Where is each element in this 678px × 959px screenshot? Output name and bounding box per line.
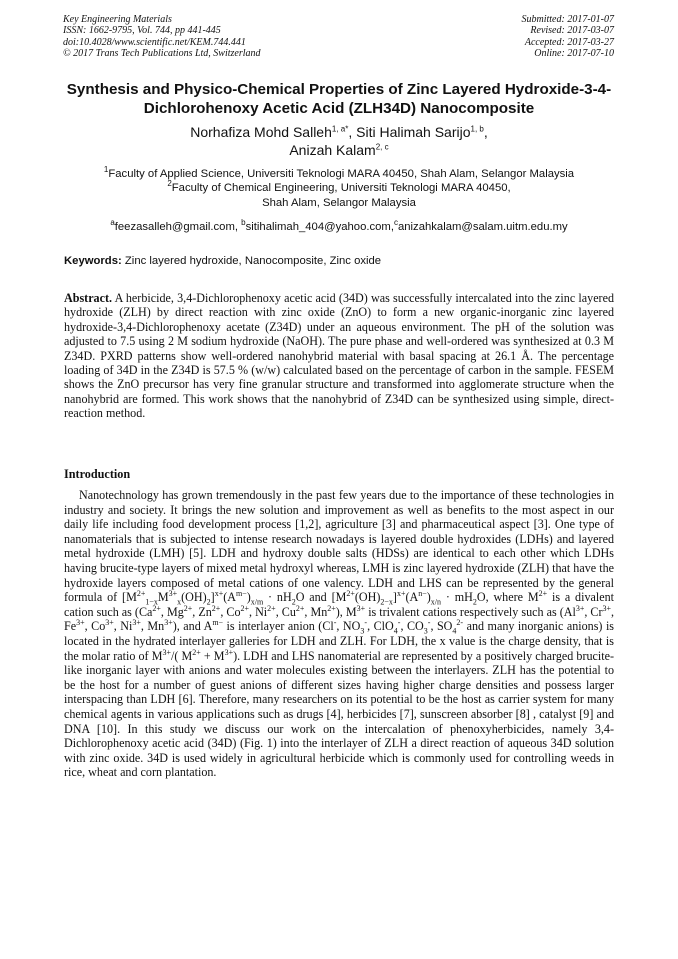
- intro-text: is a divalent cation such as: [64, 590, 615, 619]
- keywords-text: Zinc layered hydroxide, Nanocomposite, Zinc oxide: [124, 255, 382, 267]
- date-revised: Revised: 2017-03-07: [530, 25, 614, 37]
- journal-copyright: © 2017 Trans Tech Publications Ltd, Switzerland: [63, 48, 261, 60]
- email-mark: c: [393, 218, 398, 228]
- date-submitted: Submitted: 2017-01-07: [521, 14, 614, 25]
- journal-info: [63, 14, 261, 60]
- abstract: [64, 291, 614, 421]
- author-name: Norhafiza Mohd Salleh: [190, 124, 332, 140]
- date-accepted: Accepted: 2017-03-27: [524, 36, 614, 48]
- intro-text: and many inorganic anions) is located in the hydrated interlayer galleries for LDH and ZLH. For LDH, the x value is the charge density, that is the molar ratio of: [64, 619, 615, 663]
- intro-text: Nanotechnology has grown tremendously in the past few years due to the importance of these technologies in industry and society. It brings the new solution and improvement as well as benefits to the most aspect in our daily life including food development process [1,2], agriculture [3] and pharmaceutical aspect [3]. One type of nanomaterials that is subjected to intense research nowadays is layered double hydroxides (LDHs) and layered metal hydroxide (LMH) [5]. LDH and hydroxy double salts (HDSs) are identical to each other which LDHs having brucite-type layers of mixed metal hydroxyl whereas, LMH is zinc layered hydroxide (ZLH) that have the hydroxide layers composed of metal cations of one valency. LDH and LHS can be represented by the general formula of: [64, 488, 614, 605]
- journal-name: Key Engineering Materials: [63, 14, 172, 25]
- abstract-label: Abstract.: [64, 291, 113, 305]
- keywords-label: Keywords:: [64, 255, 122, 267]
- publication-dates: [522, 14, 615, 60]
- affiliation-mark: 1: [103, 165, 109, 175]
- abstract-text: A herbicide, 3,4-Dichlorophenoxy acetic acid (34D) was successfully intercalated into the zinc layered hydroxide (ZLH) by direct reaction with zinc oxide (ZnO) to form a new organic-inorganic zinc layered hydroxide-3,4-Dichlorophenoxy acetate (Z34D) under an aqueous environment. The pH of the solution was adjusted to 7.5 using 2 M sodium hydroxide (NaOH). The pure phase and well-ordered was synthesized at 0.3 M Z34D. PXRD patterns show well-ordered nanohybrid material with basal spacing at 26.1 Å. The percentage loading of 34D in the Z34D is 57.5 % (w/w) calculated based on the percentage of carbon in the sample. FESEM shows the ZnO precursor has very fine granular structure and transformed into agglomerate structure when the nanohybrid are formed. This work shows that the nanohybrid of Z34D can be synthesized using simple, direct-reaction method.: [64, 291, 614, 421]
- journal-doi: doi:10.4028/www.scientific.net/KEM.744.441: [63, 36, 246, 48]
- intro-text: , and: [176, 619, 201, 634]
- author-name: Siti Halimah Sarijo: [356, 124, 471, 140]
- introduction-body: Nanotechnology has grown tremendously in the past few years due to the importance of these technologies in industry and society. It brings the new solution and improvement as well as benefits to the most aspect in our daily life including food development process [1,2], agriculture [3] and pharmaceutical aspect [3]. One type of nanomaterials that is subjected to intense research nowadays is layered double hydroxides (LDHs) and layered metal hydroxide (LMH) [5]. LDH and hydroxy double salts (HDSs) are identical to each other which LDHs having brucite-type layers of mixed metal hydroxyl whereas, LMH is zinc layered hydroxide (ZLH) that have the hydroxide layers composed of metal cations of one valency. LDH and LHS can be represented by the general formula of $[M^{2+}_{1-x}M^{3+}_x(OH)_2]^{x+}(A^{m-})_{x/m} \cdot nH_2O$ and $[M^{2+}(OH)_{2-x}]^{x+}(A^{n-})_{x/n} \cdot mH_2O$, where $M^{2+}$ is a divalent cation such as ($Ca^{2+}$, $Mg^{2+}$, $Zn^{2+}$, $Co^{2+}$, $Ni^{2+}$, $Cu^{2+}$, $Mn^{2+}$), $M^{3+}$ is trivalent cations respectively such as ($Al^{3+}$, $Cr^{3+}$, $Fe^{3+}$, $Co^{3+}$, $Ni^{3+}$, $Mn^{3+}$), and $A^{m-}$ is interlayer anion (Cl-, $NO_3^-$, ClO$_4$-, $CO_3^-$, $SO_4^{2-}$ and many inorganic anions) is located in the hydrated interlayer galleries for LDH and ZLH. For LDH, the x value is the charge density, that is the molar ratio of $M^{3+}/$( $M^{2+} + M^{3+}$). LDH and LHS nanomaterial are represented by a positively charged brucite-like inorganic layer with anions and water molecules existing between the interlayers. ZLH has the potential to be the host for a number of guest anions of different sizes having higher charge densities and possess larger interspacing than LDH [6]. Therefore, many researchers on its potential to be the host as carrier system for many chemical agents in various applications such as drugs [4], herbicides [7], sunscreen absorber [8] , catalyst [9] and DNA [10]. In this study we discuss our work on the intercalation of phenoxyherbicides, namely 3,4-Dichlorophenoxy acetic acid (34D) (Fig. 1) into the interlayer of ZLH a direct reaction of aqueous 34D solution with zinc oxide. 34D is used widely in agricultural herbicide which is commonly used for controlling weeds in rice, wheat and corn plantation.: [64, 488, 615, 780]
- email-link[interactable]: anizahkalam@salam.uitm.edu.my: [397, 221, 568, 233]
- affiliation-mark: 2: [167, 179, 172, 189]
- keywords: [64, 254, 381, 268]
- author-mark: 1, b: [470, 124, 484, 134]
- intro-text: is trivalent cations respectively such as: [368, 604, 557, 619]
- author-list: Norhafiza Mohd Salleh$^{1, a*}$, Siti Halimah Sarijo$^{1, b}$, Anizah Kalam$^{2, c}$: [190, 124, 488, 158]
- email-link[interactable]: feezasalleh@gmail.com: [114, 221, 235, 233]
- author-name: Anizah Kalam: [289, 142, 376, 158]
- intro-text: and: [309, 590, 327, 605]
- email-mark: b: [241, 218, 246, 228]
- intro-text: is interlayer anion (Cl: [226, 619, 334, 634]
- author-emails: $^a$feezasalleh@gmail.com, $^b$sitihalimah_404@yahoo.com,$^c$anizahkalam@salam.uitm.edu.my: [110, 218, 568, 233]
- date-online: Online: 2017-07-10: [534, 48, 614, 60]
- author-mark: 1, a*: [331, 124, 349, 134]
- intro-text: LDH and LHS nanomaterial are represented by a positively charged brucite-like inorganic layer with anions and water molecules existing between the interlayers. ZLH has the potential to be the host for a number of guest anions of different sizes having higher charge densities and possess larger interspacing than LDH [6]. Therefore, many researchers on its potential to be the host as carrier system for many chemical agents in various applications such as drugs [4], herbicides [7], sunscreen absorber [8] , catalyst [9] and DNA [10]. In this study we discuss our work on the intercalation of phenoxyherbicides, namely 3,4-Dichlorophenoxy acetic acid (34D) (Fig. 1) into the interlayer of ZLH a direct reaction of aqueous 34D solution with zinc oxide. 34D is used widely in agricultural herbicide which is commonly used for controlling weeds in rice, wheat and corn plantation.: [64, 648, 615, 780]
- section-heading-introduction: Introduction: [64, 467, 131, 481]
- intro-text: , where M: [485, 590, 539, 605]
- affiliation-text: Faculty of Chemical Engineering, Universiti Teknologi MARA 40450,: [171, 182, 511, 195]
- author-mark: 2, c: [375, 142, 389, 152]
- email-link[interactable]: sitihalimah_404@yahoo.com: [245, 221, 391, 233]
- affiliation-line: [40, 181, 638, 195]
- affiliation-line: [40, 167, 638, 181]
- email-mark: a: [110, 218, 115, 228]
- affiliation-text: Faculty of Applied Science, Universiti Teknologi MARA 40450, Shah Alam, Selangor Malaysia: [108, 168, 575, 180]
- affiliations: [40, 167, 638, 210]
- journal-issn: ISSN: 1662-9795, Vol. 744, pp 441-445: [63, 25, 221, 37]
- affiliation-text: Shah Alam, Selangor Malaysia: [262, 196, 416, 209]
- paper-title: Synthesis and Physico-Chemical Properties of Zinc Layered Hydroxide-3-4-Dichlorohenoxy Acetic Acid (ZLH34D) Nanocomposite: [66, 81, 612, 117]
- affiliation-line: [40, 196, 638, 210]
